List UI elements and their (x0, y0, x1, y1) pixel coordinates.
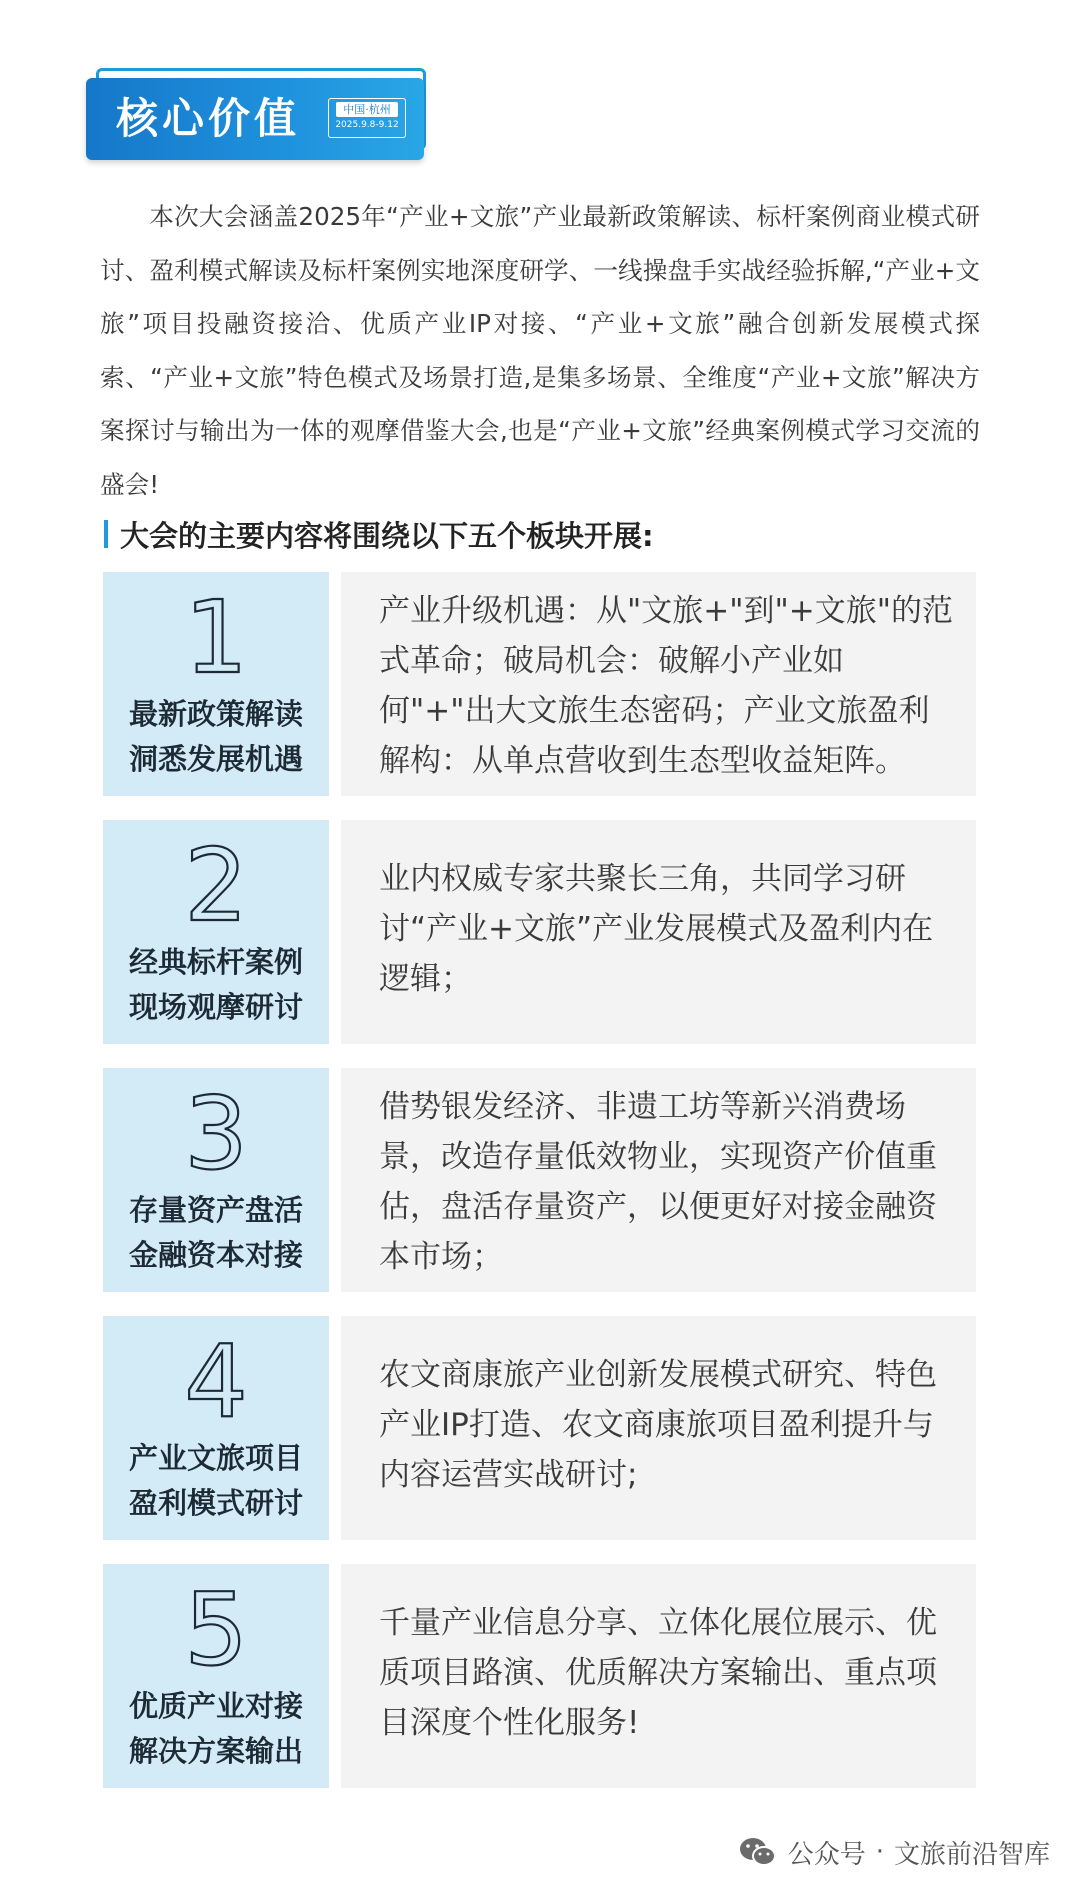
block-1 (103, 572, 976, 796)
event-date: 2025.9.8-9.12 (335, 120, 399, 130)
block-label (103, 1684, 329, 1774)
block-number-box (103, 1316, 329, 1540)
block-number (156, 834, 276, 934)
block-text: 产业升级机遇：从"文旅+"到"+文旅"的范式革命；破局机会：破解小产业如何"+"出大文旅生态密码；产业文旅盈利解构：从单点营收到生态型收益矩阵。 (379, 593, 953, 779)
block-label (103, 1188, 329, 1278)
block-number (156, 586, 276, 686)
block-text-box (341, 1068, 976, 1292)
section-heading-text: 大会的主要内容将围绕以下五个板块开展: (120, 518, 654, 553)
header-badge (86, 68, 436, 160)
block-2 (103, 820, 976, 1044)
section-accent-bar (104, 520, 108, 548)
badge-main (86, 78, 424, 160)
block-label-line1: 最新政策解读 (128, 697, 303, 731)
block-label-line2: 洞悉发展机遇 (128, 742, 303, 776)
svg-text:2: 2 (184, 834, 248, 934)
block-number-box (103, 820, 329, 1044)
footer-label: 公众号 (787, 1839, 866, 1870)
event-location: 中国·杭州 (336, 102, 398, 117)
block-number-box (103, 572, 329, 796)
footer-watermark (738, 1830, 1050, 1874)
block-text: 千量产业信息分享、立体化展位展示、优质项目路演、优质解决方案输出、重点项目深度个性化服务! (379, 1605, 937, 1741)
svg-text:3: 3 (184, 1082, 248, 1182)
footer-separator: · (875, 1837, 884, 1867)
block-label-line2: 现场观摩研讨 (128, 990, 303, 1024)
footer-account: 文旅前沿智库 (893, 1839, 1050, 1870)
block-number (156, 1578, 276, 1678)
block-text: 借势银发经济、非遗工坊等新兴消费场景，改造存量低效物业，实现资产价值重估，盘活存量资产，以便更好对接金融资本市场； (379, 1089, 937, 1275)
block-number-box (103, 1068, 329, 1292)
block-label (103, 940, 329, 1030)
block-label-line1: 产业文旅项目 (128, 1441, 303, 1475)
block-3 (103, 1068, 976, 1292)
block-label (103, 1436, 329, 1526)
block-text-box (341, 1564, 976, 1788)
block-label-line2: 解决方案输出 (128, 1734, 303, 1768)
block-label-line2: 金融资本对接 (128, 1238, 303, 1272)
intro-paragraph: 本次大会涵盖2025年“产业+文旅”产业最新政策解读、标杆案例商业模式研讨、盈利模式解读及标杆案例实地深度研学、一线操盘手实战经验拆解,“产业+文旅”项目投融资接洽、优质产业IP对接、“产业+文旅”融合创新发展模式探索、“产业+文旅”特色模式及场景打造,是集多场景、全维度“产业+文旅”解决方案探讨与输出为一体的观摩借鉴大会,也是“产业+文旅”经典案例模式学习交流的盛会! (100, 202, 980, 499)
block-number-box (103, 1564, 329, 1788)
svg-text:4: 4 (184, 1330, 248, 1430)
block-label-line1: 经典标杆案例 (128, 945, 303, 979)
block-5 (103, 1564, 976, 1788)
block-label-line1: 优质产业对接 (128, 1689, 303, 1723)
page-title: 核心价值 (116, 94, 301, 143)
block-text-box (341, 572, 976, 796)
svg-text:5: 5 (184, 1578, 248, 1678)
block-4 (103, 1316, 976, 1540)
block-label-line1: 存量资产盘活 (128, 1193, 303, 1227)
block-text-box (341, 820, 976, 1044)
svg-text:1: 1 (184, 586, 248, 686)
block-text-box (341, 1316, 976, 1540)
event-tag (328, 98, 406, 138)
block-label-line2: 盈利模式研讨 (128, 1486, 303, 1520)
block-number (156, 1330, 276, 1430)
wechat-icon (738, 1835, 778, 1869)
block-label (103, 692, 329, 782)
block-number (156, 1082, 276, 1182)
block-text: 业内权威专家共聚长三角，共同学习研讨“产业+文旅”产业发展模式及盈利内在逻辑； (379, 861, 934, 997)
block-text: 农文商康旅产业创新发展模式研究、特色产业IP打造、农文商康旅项目盈利提升与内容运营实战研讨; (379, 1357, 937, 1493)
section-heading (104, 512, 654, 556)
